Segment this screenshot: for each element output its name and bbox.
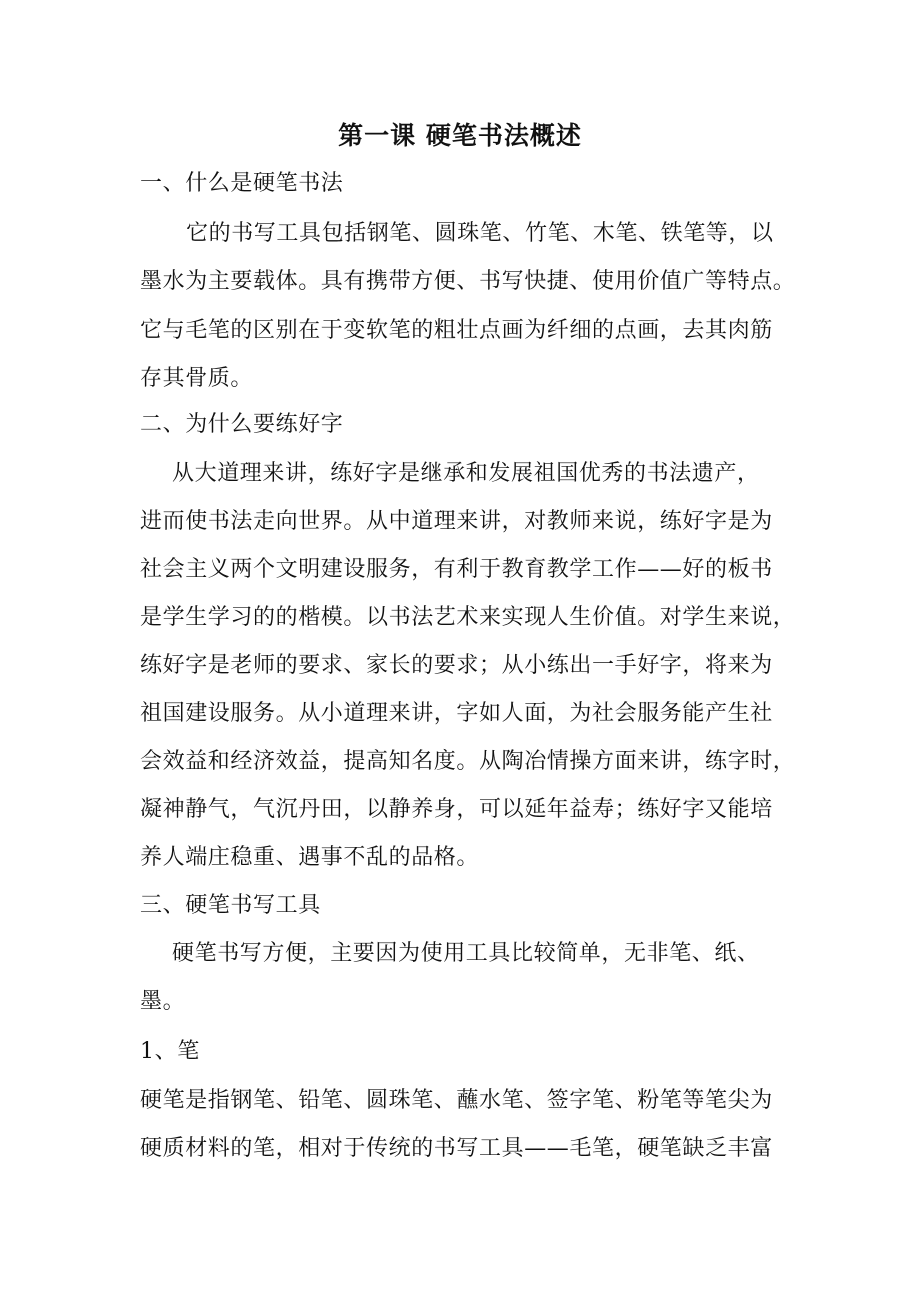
paragraph-line: 是学生学习的的楷模。以书法艺术来实现人生价值。对学生来说， [140, 605, 796, 630]
paragraph-line: 进而使书法走向世界。从中道理来讲，对教师来说，练好字是为 [140, 509, 773, 534]
section-heading-2: 二、为什么要练好字 [140, 412, 344, 437]
paragraph-line: 它的书写工具包括钢笔、圆珠笔、竹笔、木笔、铁笔等，以 [186, 221, 774, 246]
section-heading-3: 三、硬笔书写工具 [140, 893, 321, 918]
page-title: 第一课 硬笔书法概述 [338, 121, 582, 150]
paragraph-line: 硬质材料的笔，相对于传统的书写工具——毛笔，硬笔缺乏丰富 [140, 1136, 773, 1161]
paragraph-line: 凝神静气，气沉丹田，以静养身，可以延年益寿；练好字又能培 [140, 797, 773, 822]
paragraph-line: 练好字是老师的要求、家长的要求；从小练出一手好字，将来为 [140, 653, 773, 678]
subsection-heading-pen: 1、笔 [140, 1039, 200, 1064]
paragraph-line: 它与毛笔的区别在于变软笔的粗壮点画为纤细的点画，去其肉筋 [140, 318, 773, 343]
paragraph-line: 墨水为主要载体。具有携带方便、书写快捷、使用价值广等特点。 [140, 269, 796, 294]
section-heading-1: 一、什么是硬笔书法 [140, 171, 344, 196]
paragraph-line: 养人端庄稳重、遇事不乱的品格。 [140, 845, 480, 870]
paragraph-line: 从大道理来讲，练好字是继承和发展祖国优秀的书法遗产， [172, 461, 760, 486]
paragraph-line: 硬笔是指钢笔、铅笔、圆珠笔、蘸水笔、签字笔、粉笔等笔尖为 [140, 1088, 773, 1113]
paragraph-line: 社会主义两个文明建设服务，有利于教育教学工作——好的板书 [140, 557, 773, 582]
paragraph-line: 存其骨质。 [140, 366, 254, 391]
paragraph-line: 祖国建设服务。从小道理来讲，字如人面，为社会服务能产生社 [140, 701, 773, 726]
paragraph-line: 会效益和经济效益，提高知名度。从陶冶情操方面来讲，练字时， [140, 749, 796, 774]
paragraph-line: 硬笔书写方便，主要因为使用工具比较简单，无非笔、纸、 [172, 941, 760, 966]
paragraph-line: 墨。 [140, 989, 186, 1014]
